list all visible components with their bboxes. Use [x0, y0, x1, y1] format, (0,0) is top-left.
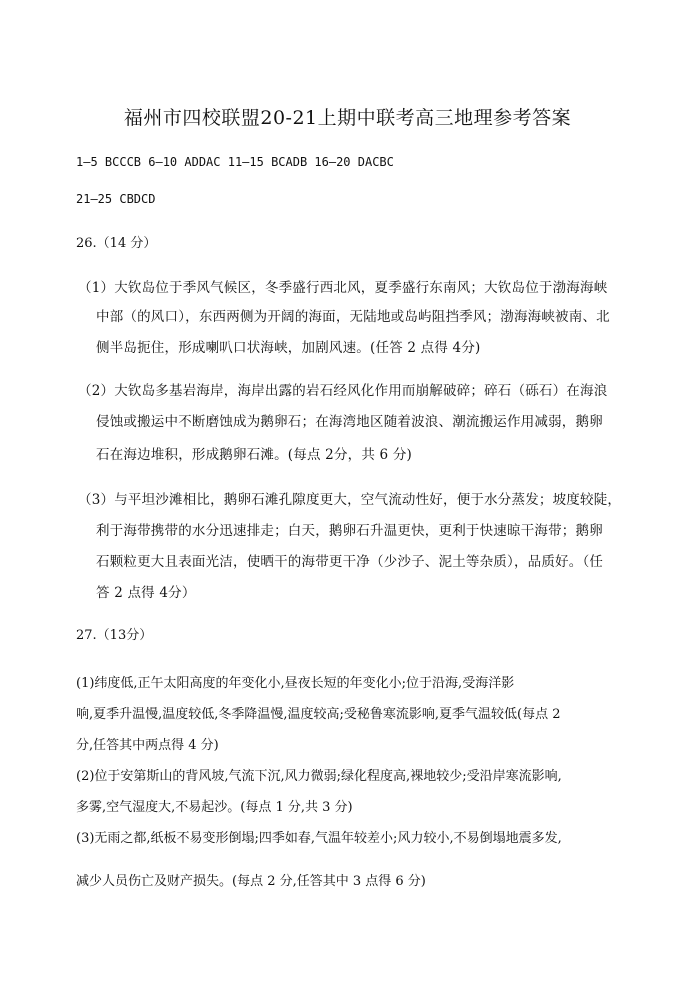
q26-part1-line-3: 侧半岛扼住，形成喇叭口状海峡，加剧风速。(任答 2 点得 4分) — [96, 340, 481, 356]
q26-part2-line-1: （2）大钦岛多基岩海岸，海岸出露的岩石经风化作用而崩解破碎；碎石（砾石）在海浪 — [78, 383, 608, 399]
q26-part3-line-1: （3）与平坦沙滩相比，鹅卵石滩孔隙度更大，空气流动性好，便于水分蒸发；坡度较陡， — [78, 492, 622, 508]
mc-answers-line-2: 21—25 CBDCD — [76, 192, 156, 206]
q26-part3-line-3: 石颗粒更大且表面光洁，使晒干的海带更干净（少沙子、泥土等杂质），品质好。（任 — [96, 554, 604, 570]
mc-answers-line-1: 1—5 BCCCB 6—10 ADDAC 11—15 BCADB 16—20 DACBC — [76, 155, 394, 169]
q26-heading: 26.（14 分） — [76, 236, 157, 251]
q27-part1-line-1: (1)纬度低,正午太阳高度的年变化小,昼夜长短的年变化小;位于沿海,受海洋影 — [76, 676, 515, 691]
q26-part2-line-3: 石在海边堆积，形成鹅卵石滩。(每点 2分，共 6 分) — [96, 447, 412, 463]
q27-part3-line-2: 减少人员伤亡及财产损失。(每点 2 分,任答其中 3 点得 6 分) — [76, 874, 426, 889]
q27-part1-line-2: 响,夏季升温慢,温度较低,冬季降温慢,温度较高;受秘鲁寒流影响,夏季气温较低(每点 2 — [76, 707, 561, 722]
q27-heading: 27.（13分） — [76, 628, 153, 643]
q27-part3-line-1: (3)无雨之都,纸板不易变形倒塌;四季如春,气温年较差小;风力较小,不易倒塌地震多发, — [76, 831, 562, 846]
q26-part1-line-1: （1）大钦岛位于季风气候区，冬季盛行西北风，夏季盛行东南风；大钦岛位于渤海海峡 — [78, 280, 608, 296]
q26-part3-line-2: 利于海带携带的水分迅速排走；白天，鹅卵石升温更快，更利于快速晾干海带；鹅卵 — [96, 523, 603, 539]
q27-part2-line-2: 多雾,空气湿度大,不易起沙。(每点 1 分,共 3 分) — [76, 800, 353, 815]
q26-part3-line-4: 答 2 点得 4分） — [96, 585, 196, 601]
q27-part2-line-1: (2)位于安第斯山的背风坡,气流下沉,风力微弱;绿化程度高,裸地较少;受沿岸寒流影响, — [76, 769, 562, 784]
q27-part1-line-3: 分,任答其中两点得 4 分) — [76, 738, 219, 753]
q26-part1-line-2: 中部（的风口），东西两侧为开阔的海面，无陆地或岛屿阻挡季风；渤海海峡被南、北 — [96, 309, 610, 325]
page-title: 福州市四校联盟20-21上期中联考高三地理参考答案 — [123, 107, 572, 129]
q26-part2-line-2: 侵蚀或搬运中不断磨蚀成为鹅卵石；在海湾地区随着波浪、潮流搬运作用减弱，鹅卵 — [96, 414, 603, 430]
